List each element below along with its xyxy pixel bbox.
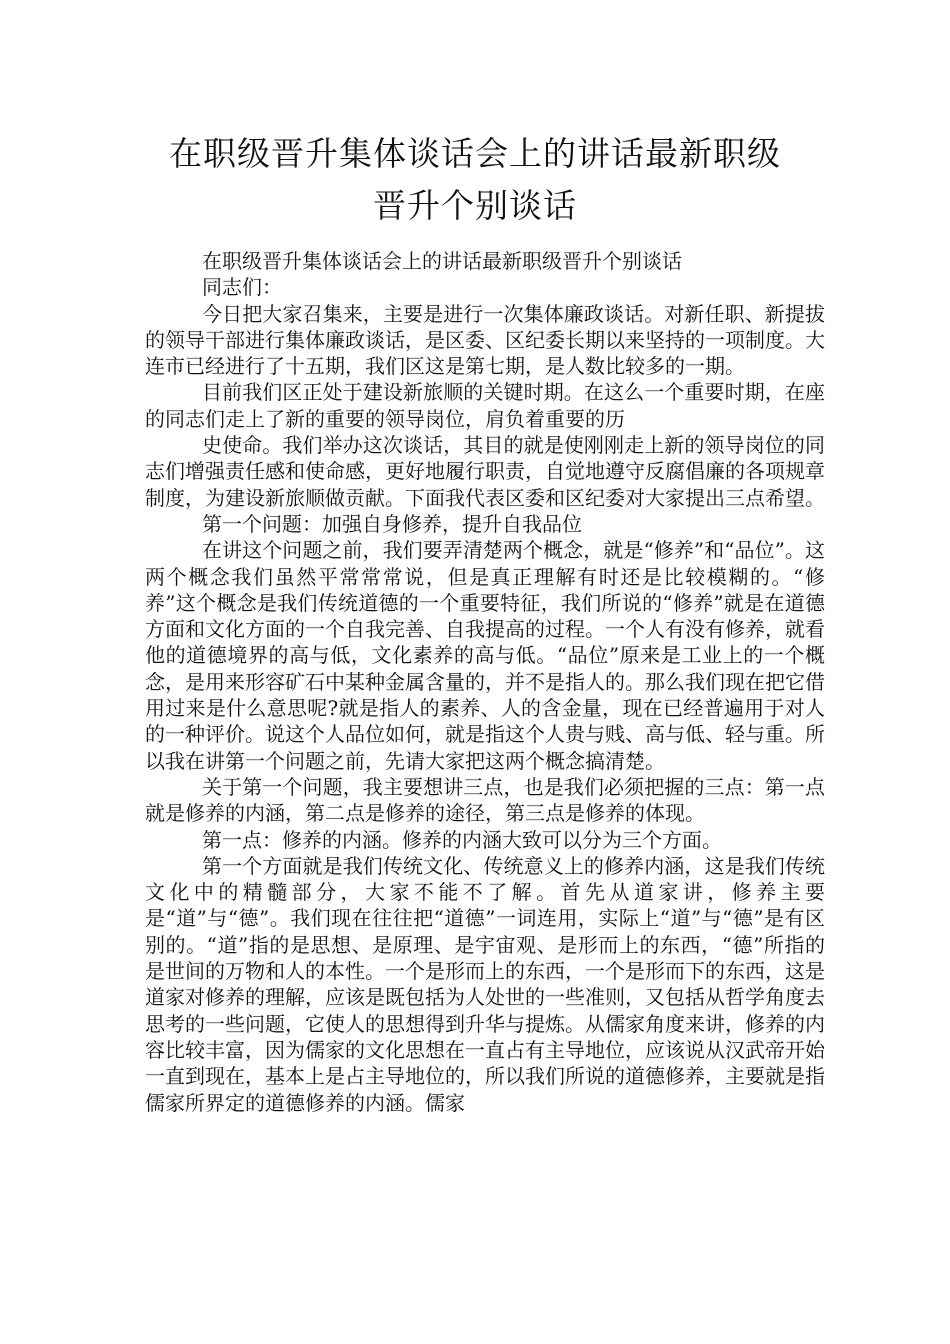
paragraph: 第一个方面就是我们传统文化、传统意义上的修养内涵，这是我们传统文化中的精髓部分，大家不能不了解。首先从道家讲，修养主要是“道”与“德”。我们现在往往把“道德”一词连用，实际上“道”与“德”是有区别的。“道”指的是思想、是原理、是宇宙观、是形而上的东西，“德”所指的是世间的万物和人的本性。一个是形而上的东西，一个是形而下的东西，这是道家对修养的理解，应该是既包括为人处世的一些准则，又包括从哲学角度去思考的一些问题，它使人的思想得到升华与提炼。从儒家角度来讲，修养的内容比较丰富，因为儒家的文化思想在一直占有主导地位，应该说从汉武帝开始一直到现在，基本上是占主导地位的，所以我们所说的道德修养，主要就是指儒家所界定的道德修养的内涵。儒家 [145,853,825,1115]
paragraph: 史使命。我们举办这次谈话，其目的就是使刚刚走上新的领导岗位的同志们增强责任感和使命感，更好地履行职责，自觉地遵守反腐倡廉的各项规章制度，为建设新旅顺做贡献。下面我代表区委和区纪委对大家提出三点希望。 [145,433,825,510]
paragraph: 目前我们区正处于建设新旅顺的关键时期。在这么一个重要时期，在座的同志们走上了新的重要的领导岗位，肩负着重要的历 [145,380,825,431]
paragraph-salutation: 同志们： [202,275,282,300]
section-heading: 第一个问题：加强自身修养，提升自我品位 [202,511,582,536]
title-line-1: 在职级晋升集体谈话会上的讲话最新职级 [169,134,781,173]
paragraph: 今日把大家召集来，主要是进行一次集体廉政谈话。对新任职、新提拔的领导干部进行集体廉政谈话，是区委、区纪委长期以来坚持的一项制度。大连市已经进行了十五期，我们区这是第七期，是人数比较多的一期。 [145,301,825,379]
paragraph-subtitle: 在职级晋升集体谈话会上的讲话最新职级晋升个别谈话 [202,249,682,273]
title-line-2: 晋升个别谈话 [373,186,577,225]
paragraph: 第一点：修养的内涵。修养的内涵大致可以分为三个方面。 [202,827,722,852]
document-title [120,128,830,232]
document-body [145,248,825,1116]
paragraph: 在讲这个问题之前，我们要弄清楚两个概念，就是“修养”和“品位”。这两个概念我们虽然平常常常说，但是真正理解有时还是比较模糊的。“修养”这个概念是我们传统道德的一个重要特征，我们所说的“修养”就是在道德方面和文化方面的一个自我完善、自我提高的过程。一个人有没有修养，就看他的道德境界的高与低，文化素养的高与低。“品位”原来是工业上的一个概念，是用来形容矿石中某种金属含量的，并不是指人的。那么我们现在把它借用过来是什么意思呢?就是指人的素养、人的含金量，现在已经普遍用于对人的一种评价。说这个人品位如何，就是指这个人贵与贱、高与低、轻与重。所以我在讲第一个问题之前，先请大家把这两个概念搞清楚。 [145,538,825,773]
paragraph: 关于第一个问题，我主要想讲三点，也是我们必须把握的三点：第一点就是修养的内涵，第二点是修养的途径，第三点是修养的体现。 [145,774,825,826]
